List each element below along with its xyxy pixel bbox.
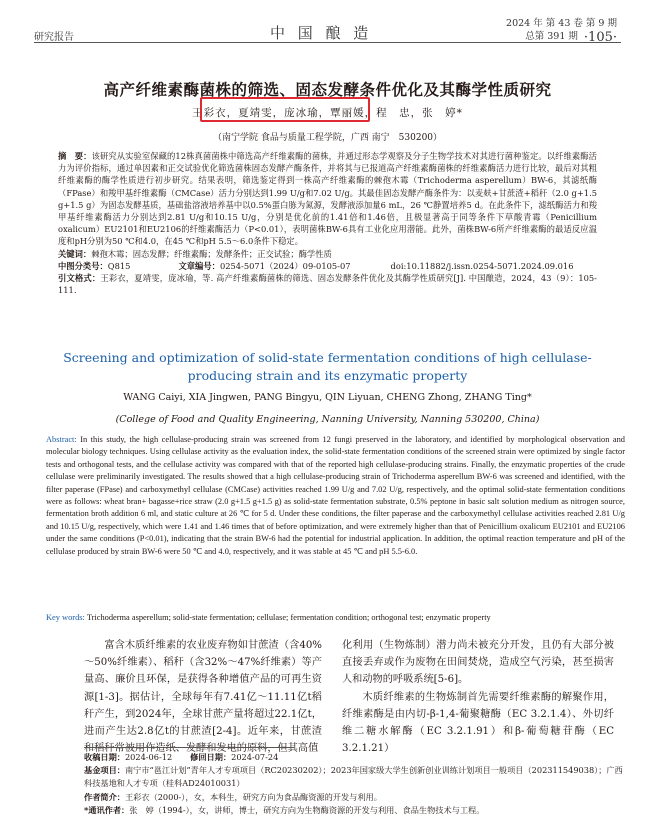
author-bio-row <box>84 791 625 804</box>
affiliation-cn: （南宁学院 食品与质量工程学院，广西 南宁 530200） <box>212 133 443 143</box>
footnote-divider <box>84 747 294 748</box>
body-left-column: 富含木质纤维素的农业废弃物如甘蔗渣（含40%～50%纤维素）、稻秆（含32%～47%纤维素）等产量高、廉价且环保，是获得各种增值产品的可再生资源[1-3]。据估计，全球每年有7.41亿～11.11亿t稻秆产生，到2024年，全球甘蔗产量将超过22.1亿t，进而产生达2.8亿t的甘蔗渣[2-4]。近年来，甘蔗渣和稻秆常被用作造纸、发酵和发电的原料，但其高值 <box>84 640 322 755</box>
affiliation-en: (College of Food and Quality Engineering, Nanning University, Nanning 530200, China) <box>115 414 540 425</box>
issue-info <box>506 17 617 44</box>
doi-label: doi: <box>390 260 407 271</box>
corresponding-label: *通讯作者： <box>84 804 130 815</box>
classification-row <box>58 260 597 272</box>
corresponding-text: 张 婷（1994-），女，讲师，博士，研究方向为生物酶资源的开发与利用、食品生物技术与工程。 <box>129 804 485 815</box>
revised-label: 修回日期： <box>190 752 232 762</box>
journal-name: 中 国 酿 造 <box>270 24 373 42</box>
funding-label: 基金项目： <box>84 765 125 776</box>
page-number: ·105· <box>583 30 617 45</box>
doi-value[interactable]: 10.11882/j.issn.0254-5071.2024.09.016 <box>406 260 574 271</box>
corresponding-author-row <box>84 804 625 817</box>
author-bio-text: 王彩衣（2000-），女，本科生，研究方向为食品酶资源的开发与利用。 <box>124 791 382 802</box>
abstract-en-text: In this study, the high cellulase-producing strain was screened from 12 fungi preserved in the laboratory, and identified by morphological observation and molecular biology techniques. Using cellulase activity as the evaluation index, the solid-state fermentation conditions of the screened strain were optimized by single factor tests and orthogonal tests, and the cellulase activity was compared with that of the reported high cellulase-producing strains. Finally, the enzymatic properties of the crude cellulase were preliminarily investigated. The results showed that a high cellulase-producing strain of Trichoderma asperellum BW-6 was screened and identified, with the filter paperase (FPase) and carboxymethyl cellulase (CMCase) activities reached 1.99 U/g and 7.02 U/g, respectively, and the optimal solid-state fermentation conditions were as follows: wheat bran+ bagasse+rice straw (2.0 g+1.5 g+1.5 g) as solid-state fermentation substrate, 0.5% peptone in basic salt solution medium as nitrogen source, fermentation broth addition 6 ml, and static culture at 26 ℃ for 5 d. Under these conditions, the filter paperase and the carboxymethyl cellulase activities reached 2.81 U/g and 10.15 U/g, respectively, which were 1.41 and 1.46 times that of before optimization, and were extremely higher than that of Penicillium oxalicum EU2101 and EU2106 under the same conditions (P<0.01), indicating that the strain BW-6 had the potential for industrial application. In addition, the optimal reaction temperature and pH of the cellulase produced by strain BW-6 were 50 ℃ and 4.0, respectively, and it was stable at 45 ℃ and pH 5.5-6.0. <box>46 435 625 556</box>
keywords-cn-label: 关键词： <box>58 248 92 259</box>
abstract-en <box>46 434 625 558</box>
header-divider <box>34 42 621 43</box>
abstract-en-label: Abstract: <box>46 435 77 444</box>
article-no-value: 0254-5071（2024）09-0105-07 <box>219 260 351 271</box>
received-label: 收稿日期： <box>84 752 125 762</box>
authors-highlight-box <box>200 97 370 122</box>
keywords-en-text: Trichoderma asperellum; solid-state fermentation; cellulase; fermentation condition; orthogonal test; enzymatic property <box>86 613 491 622</box>
article-no-label: 文章编号： <box>178 260 220 271</box>
clc-label: 中图分类号： <box>58 260 108 271</box>
dates-row <box>84 751 625 764</box>
citation-text: 王彩衣，夏靖雯，庞冰瑜，等. 高产纤维素酶菌株的筛选、固态发酵条件优化及其酶学性质研究[J]. 中国酿造，2024，43（9）：105-111. <box>58 273 597 296</box>
issue-line: 2024 年 第 43 卷 第 9 期 <box>506 18 617 29</box>
keywords-cn <box>58 248 597 260</box>
footnotes <box>84 751 625 817</box>
authors-en: WANG Caiyi, XIA Jingwen, PANG Bingyu, QIN Liyuan, CHENG Zhong, ZHANG Ting* <box>123 392 532 403</box>
keywords-en <box>46 613 625 622</box>
abstract-cn-label: 摘 要： <box>58 151 92 161</box>
paper-title-cn: 高产纤维素酶菌株的筛选、固态发酵条件优化及其酶学性质研究 <box>103 80 552 99</box>
citation-label: 引文格式： <box>58 273 101 284</box>
clc-value: Q815 <box>107 260 131 271</box>
author-bio-label: 作者简介： <box>84 791 125 802</box>
abstract-cn-text: 该研究从实验室保藏的12株真菌菌株中筛选高产纤维素酶的菌株，并通过形态学观察及分子生物学技术对其进行菌种鉴定。以纤维素酶活力为评价指标，通过单因素和正交试验优化筛选菌株固态发酵产酶条件，并将其与已报道高产纤维素酶菌株的纤维素酶活力进行比较，最后对其粗纤维素酶的酶学性质进行初步研究。结果表明，筛选鉴定得到一株高产纤维素酶的棘孢木霉（Trichoderma asperellum）BW-6，其滤纸酶（FPase）和羧甲基纤维素酶（CMCase）活力分别达到1.99 U/g和7.02 U/g。其最佳固态发酵产酶条件为：以麦麸+甘蔗渣+稻秆（2.0 g+1.5 g+1.5 g）为固态发酵基质，基础盐溶液培养基中以0.5%蛋白胨为氮源，发酵液添加量6 mL，26 ℃静置培养5 d。在此条件下，滤纸酶活力和羧甲基纤维素酶活力分别达到2.81 U/g和10.15 U/g，分别是优化前的1.41倍和1.46倍，且极显著高于同等条件下草酸青霉（Penicillium oxalicum）EU2101和EU2106的纤维素酶活力（P<0.01），表明菌株BW-6具有工业化应用潜能。此外，菌株BW-6所产纤维素酶的最适反应温度和pH分别为50 ℃和4.0，在45 ℃和pH 5.5～6.0条件下稳定。 <box>58 151 597 247</box>
keywords-en-label: Key words: <box>46 613 85 622</box>
abstract-cn-block <box>58 150 597 296</box>
body-right-paragraph-1: 化利用（生物炼制）潜力尚未被充分开发，且仍有大部分被直接丢弃或作为废物在田间焚烧，造成空气污染，甚至损害人和动物的呼吸系统[5-6]。 <box>342 640 614 686</box>
funding-row <box>84 764 625 790</box>
received-date: 2024-06-12 <box>124 752 173 762</box>
body-right-paragraph-2: 木质纤维素的生物炼制首先需要纤维素酶的解聚作用，纤维素酶是由内切-β-1,4-葡聚糖酶（EC 3.2.1.4）、外切纤维二糖水解酶（EC 3.2.1.91）和β-葡萄糖苷酶（EC 3.2.1.21） <box>342 691 614 755</box>
keywords-cn-text: 棘孢木霉；固态发酵；纤维素酶；发酵条件；正交试验；酶学性质 <box>91 248 332 259</box>
funding-text: 南宁市“邕江计划”青年人才专项项目（RC20230202）；2023年国家级大学生创新创业训练计划项目一般项目（202311549038）；广西科技基地和人才专项（桂科AD24010031） <box>84 765 623 789</box>
authors-cn: 王彩衣，夏靖雯，庞冰瑜，覃丽媛，程 忠，张 婷* <box>192 107 463 119</box>
body-right-column <box>342 637 614 757</box>
paper-title-en: Screening and optimization of solid-state fermentation conditions of high cellulase-producing strain and its enzymatic property <box>63 350 592 383</box>
total-issue: 总第 391 期 <box>525 31 578 42</box>
section-label: 研究报告 <box>34 32 74 43</box>
revised-date: 2024-07-24 <box>231 752 279 762</box>
abstract-cn <box>58 150 597 248</box>
citation-row <box>58 272 597 296</box>
